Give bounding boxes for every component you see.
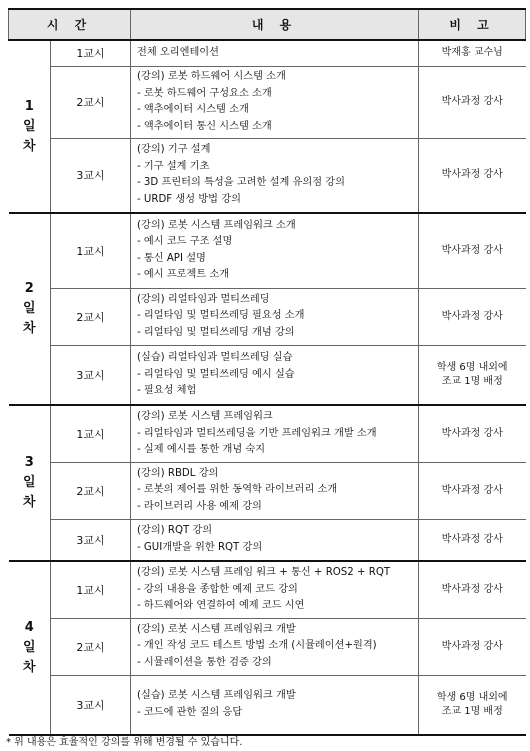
schedule-row bbox=[9, 675, 526, 735]
note-cell bbox=[419, 288, 526, 345]
note-line: 학생 6명 내외에 bbox=[436, 361, 508, 373]
content-line: - 코드에 관한 질의 응답 bbox=[137, 706, 243, 718]
content-line: - URDF 생성 방법 강의 bbox=[137, 193, 241, 205]
day-label-char: 3 bbox=[24, 455, 34, 470]
day-label-char: 2 bbox=[24, 281, 34, 296]
content-line: (강의) 로봇 시스템 프레임워크 소개 bbox=[137, 219, 296, 231]
content-line: - 개인 작성 코드 테스트 방법 소개 (시뮬레이션+원격) bbox=[137, 640, 377, 652]
content-line: - 예시 프로젝트 소개 bbox=[137, 269, 230, 281]
content-cell bbox=[131, 561, 419, 618]
content-line: (실습) 리얼타임과 멀티쓰레딩 실습 bbox=[137, 352, 293, 363]
schedule-row bbox=[9, 405, 526, 462]
period-cell: 1교시 bbox=[51, 213, 131, 288]
day-label-char: 일 bbox=[22, 475, 36, 490]
content-line: - 로봇의 제어를 위한 동역학 라이브러리 소개 bbox=[137, 484, 338, 496]
schedule-row bbox=[9, 288, 526, 345]
period-cell: 3교시 bbox=[51, 345, 131, 405]
note-line: 박재홍 교수님 bbox=[441, 47, 503, 59]
day-label-char: 1 bbox=[24, 98, 34, 114]
note-cell bbox=[419, 40, 526, 66]
day-label-char: 일 bbox=[22, 301, 36, 316]
note-cell bbox=[419, 138, 526, 213]
content-line: - 하드웨어와 연결하여 예제 코드 시연 bbox=[137, 600, 305, 611]
note-line: 박사과정 강사 bbox=[441, 533, 503, 545]
schedule-row bbox=[9, 40, 526, 66]
content-line: (강의) 리얼타임과 멀티쓰레딩 bbox=[137, 293, 270, 305]
content-line: (강의) 로봇 하드웨어 시스템 소개 bbox=[137, 71, 286, 82]
schedule-table bbox=[8, 8, 526, 736]
footnote: * 위 내용은 효율적인 강의를 위해 변경될 수 있습니다. bbox=[6, 737, 243, 748]
content-cell bbox=[131, 405, 419, 462]
content-cell bbox=[131, 345, 419, 405]
note-cell bbox=[419, 519, 526, 561]
day-label-char: 4 bbox=[24, 620, 34, 635]
content-line: - 리얼타임 및 멀티쓰레딩 예시 실습 bbox=[137, 368, 295, 380]
note-cell bbox=[419, 462, 526, 519]
period-cell: 3교시 bbox=[51, 675, 131, 735]
schedule-row bbox=[9, 213, 526, 288]
day-label-char: 차 bbox=[22, 138, 36, 154]
content-line: - 라이브러리 사용 예제 강의 bbox=[137, 500, 262, 512]
note-cell bbox=[419, 213, 526, 288]
header-content: 내 용 bbox=[131, 9, 419, 40]
note-line: 박사과정 강사 bbox=[441, 310, 503, 322]
note-line: 박사과정 강사 bbox=[441, 96, 503, 107]
content-line: - 실제 예시를 통한 개념 숙지 bbox=[137, 444, 266, 455]
content-line: - GUI개발을 위한 RQT 강의 bbox=[137, 541, 263, 553]
schedule-row bbox=[9, 519, 526, 561]
content-line: - 시뮬레이션을 통한 검증 강의 bbox=[137, 656, 272, 668]
content-cell bbox=[131, 213, 419, 288]
day-label-char: 차 bbox=[22, 660, 36, 675]
note-cell bbox=[419, 405, 526, 462]
content-line: - 리얼타임 및 멀티쓰레딩 필요성 소개 bbox=[137, 310, 305, 322]
note-line: 조교 1명 배정 bbox=[441, 705, 503, 717]
day-label-char: 차 bbox=[22, 495, 36, 510]
day-label-char: 일 bbox=[22, 118, 36, 134]
period-cell: 1교시 bbox=[51, 40, 131, 66]
content-cell bbox=[131, 675, 419, 735]
content-line: - 리얼타임 및 멀티쓰레딩 개념 강의 bbox=[137, 326, 295, 338]
content-line: - 강의 내용을 종합한 예제 코드 강의 bbox=[137, 583, 298, 595]
day-label bbox=[9, 40, 51, 213]
content-line: 전체 오리엔테이션 bbox=[137, 47, 219, 58]
schedule-row bbox=[9, 138, 526, 213]
note-line: 조교 1명 배정 bbox=[441, 375, 503, 387]
schedule-row bbox=[9, 618, 526, 675]
day-label bbox=[9, 561, 51, 735]
note-line: 박사과정 강사 bbox=[441, 244, 503, 256]
note-line: 박사과정 강사 bbox=[441, 427, 503, 439]
day-label-char: 차 bbox=[22, 321, 36, 336]
content-cell bbox=[131, 519, 419, 561]
period-cell: 2교시 bbox=[51, 618, 131, 675]
content-line: - 필요성 체험 bbox=[137, 385, 197, 396]
content-line: (강의) 기구 설계 bbox=[137, 144, 211, 156]
note-line: 학생 6명 내외에 bbox=[436, 691, 508, 703]
period-cell: 1교시 bbox=[51, 561, 131, 618]
content-cell bbox=[131, 288, 419, 345]
content-line: - 로봇 하드웨어 구성요소 소개 bbox=[137, 87, 272, 99]
content-line: - 액추에이터 시스템 소개 bbox=[137, 104, 249, 115]
note-line: 박사과정 강사 bbox=[441, 484, 503, 496]
content-line: - 예시 코드 구조 설명 bbox=[137, 236, 233, 248]
note-cell bbox=[419, 66, 526, 138]
note-line: 박사과정 강사 bbox=[441, 583, 503, 595]
content-cell bbox=[131, 618, 419, 675]
note-cell bbox=[419, 675, 526, 735]
period-cell: 3교시 bbox=[51, 138, 131, 213]
day-label-char: 일 bbox=[22, 640, 36, 655]
content-line: - 3D 프린터의 특성을 고려한 설계 유의점 강의 bbox=[137, 177, 345, 189]
content-line: (강의) 로봇 시스템 프레임워크 bbox=[137, 411, 273, 422]
period-cell: 2교시 bbox=[51, 66, 131, 138]
content-cell bbox=[131, 462, 419, 519]
content-line: - 리얼타임과 멀티쓰레딩을 기반 프레임워크 개발 소개 bbox=[137, 427, 377, 439]
note-cell bbox=[419, 618, 526, 675]
note-cell bbox=[419, 345, 526, 405]
day-label bbox=[9, 405, 51, 561]
content-line: (강의) 로봇 시스템 프레임워크 개발 bbox=[137, 623, 296, 635]
note-line: 박사과정 강사 bbox=[441, 640, 503, 652]
period-cell: 3교시 bbox=[51, 519, 131, 561]
header-row bbox=[9, 9, 526, 40]
schedule-row bbox=[9, 66, 526, 138]
content-line: - 통신 API 설명 bbox=[137, 252, 206, 264]
content-cell bbox=[131, 66, 419, 138]
note-line: 박사과정 강사 bbox=[441, 169, 503, 181]
content-cell bbox=[131, 138, 419, 213]
period-cell: 2교시 bbox=[51, 288, 131, 345]
content-line: (강의) RQT 강의 bbox=[137, 525, 213, 537]
content-line: (실습) 로봇 시스템 프레임워크 개발 bbox=[137, 690, 296, 702]
schedule-row bbox=[9, 561, 526, 618]
content-line: (강의) RBDL 강의 bbox=[137, 467, 219, 479]
content-cell bbox=[131, 40, 419, 66]
content-line: (강의) 로봇 시스템 프레임 워크 + 통신 + ROS2 + RQT bbox=[137, 567, 391, 578]
header-note: 비 고 bbox=[419, 9, 526, 40]
schedule-row bbox=[9, 345, 526, 405]
schedule-row bbox=[9, 462, 526, 519]
day-label bbox=[9, 213, 51, 405]
content-line: - 액추에이터 통신 시스템 소개 bbox=[137, 120, 272, 132]
note-cell bbox=[419, 561, 526, 618]
period-cell: 2교시 bbox=[51, 462, 131, 519]
period-cell: 1교시 bbox=[51, 405, 131, 462]
header-time: 시 간 bbox=[9, 9, 131, 40]
content-line: - 기구 설계 기초 bbox=[137, 160, 210, 172]
